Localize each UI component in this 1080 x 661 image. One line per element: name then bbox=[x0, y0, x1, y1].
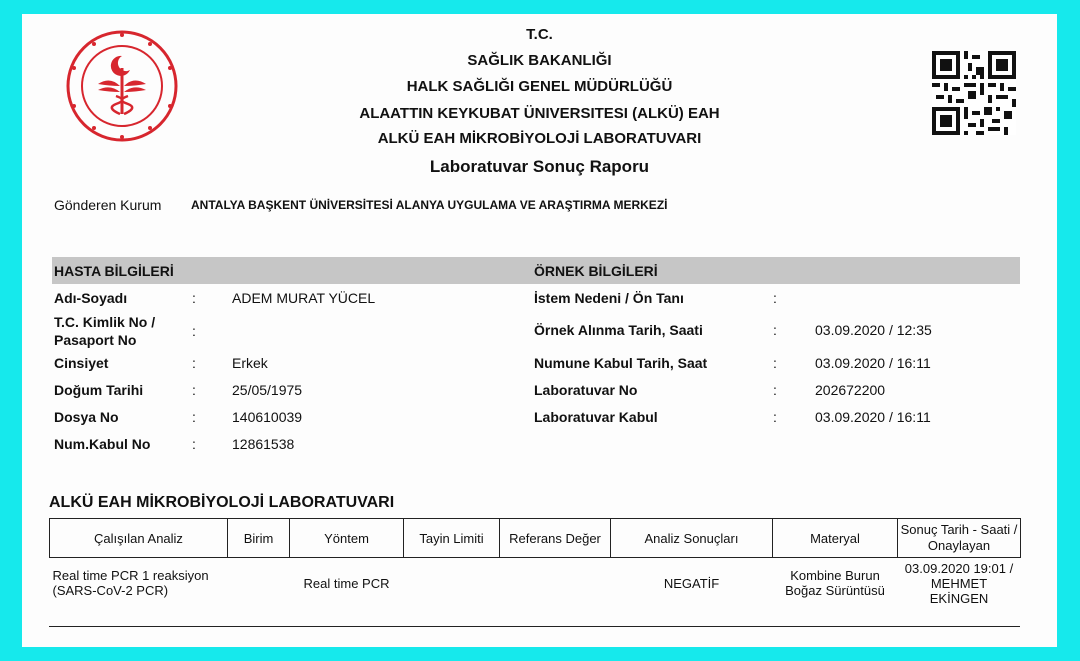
patient-file-label: Dosya No bbox=[54, 409, 119, 425]
patient-name-label: Adı-Soyadı bbox=[54, 290, 128, 306]
approver-line2: EKİNGEN bbox=[929, 590, 989, 606]
column-header: Tayin Limiti bbox=[404, 519, 500, 558]
column-header: Referans Değer bbox=[500, 519, 611, 558]
sample-labaccept-label: Laboratuvar Kabul bbox=[534, 409, 658, 425]
report-document bbox=[22, 14, 1057, 647]
unit-cell bbox=[228, 558, 290, 609]
lab-section-title: ALKÜ EAH MİKROBİYOLOJİ LABORATUVARI bbox=[49, 494, 395, 511]
header-line-lab: ALKÜ EAH MİKROBİYOLOJİ LABORATUVARI bbox=[377, 130, 702, 147]
sample-section-title: ÖRNEK BİLGİLERİ bbox=[534, 263, 658, 279]
colon: : bbox=[192, 355, 196, 371]
colon: : bbox=[773, 290, 777, 306]
sample-received-value: 03.09.2020 / 16:11 bbox=[815, 355, 931, 371]
colon: : bbox=[192, 382, 196, 398]
reference-cell bbox=[500, 558, 611, 609]
material-line1: Kombine Burun bbox=[790, 568, 880, 583]
method-cell: Real time PCR bbox=[303, 575, 390, 591]
sample-received-label: Numune Kabul Tarih, Saat bbox=[534, 355, 708, 371]
patient-birth-value: 25/05/1975 bbox=[232, 382, 303, 398]
header-line-ministry: SAĞLIK BAKANLIĞI bbox=[467, 52, 612, 69]
patient-gender-value: Erkek bbox=[232, 355, 268, 371]
sender-value: ANTALYA BAŞKENT ÜNİVERSİTESİ ALANYA UYGULAMA VE ARAŞTIRMA MERKEZİ bbox=[191, 198, 668, 212]
patient-id-label-line2: Pasaport No bbox=[54, 332, 137, 348]
header-line-directorate: HALK SAĞLIĞI GENEL MÜDÜRLÜĞÜ bbox=[406, 78, 673, 95]
material-cell bbox=[773, 558, 898, 609]
column-header: Birim bbox=[228, 519, 290, 558]
header-line-hospital: ALAATTIN KEYKUBAT ÜNIVERSITESI (ALKÜ) EAH bbox=[359, 105, 720, 122]
approver-line1: MEHMET bbox=[930, 575, 988, 591]
results-table bbox=[49, 518, 1021, 608]
patient-name-value: ADEM MURAT YÜCEL bbox=[232, 290, 376, 306]
column-header: Analiz Sonuçları bbox=[611, 519, 773, 558]
analysis-line1: Real time PCR 1 reaksiyon bbox=[52, 568, 209, 583]
sample-labaccept-value: 03.09.2020 / 16:11 bbox=[815, 409, 931, 425]
colon: : bbox=[192, 323, 196, 339]
patient-birth-label: Doğum Tarihi bbox=[54, 382, 144, 398]
limit-cell bbox=[404, 558, 500, 609]
colon: : bbox=[192, 290, 196, 306]
sample-taken-label: Örnek Alınma Tarih, Saati bbox=[534, 322, 703, 338]
colon: : bbox=[773, 355, 777, 371]
patient-gender-label: Cinsiyet bbox=[54, 355, 109, 371]
patient-accept-value: 12861538 bbox=[232, 436, 295, 452]
column-header: Çalışılan Analiz bbox=[50, 519, 228, 558]
sender-label: Gönderen Kurum bbox=[54, 197, 162, 213]
analysis-cell bbox=[50, 558, 228, 609]
qr-code-icon bbox=[932, 50, 1016, 136]
colon: : bbox=[773, 409, 777, 425]
table-header-row bbox=[50, 519, 1021, 558]
colon: : bbox=[773, 322, 777, 338]
sample-reason-label: İstem Nedeni / Ön Tanı bbox=[534, 290, 684, 306]
patient-file-value: 140610039 bbox=[232, 409, 303, 425]
table-bottom-rule bbox=[49, 626, 1020, 627]
patient-section-title: HASTA BİLGİLERİ bbox=[54, 263, 174, 279]
report-title: Laboratuvar Sonuç Raporu bbox=[429, 157, 650, 176]
header-line-tc: T.C. bbox=[526, 26, 553, 43]
patient-id-label-line1: T.C. Kimlik No / bbox=[54, 314, 156, 330]
material-line2: Boğaz Sürüntüsü bbox=[785, 583, 885, 598]
table-row bbox=[50, 558, 1021, 609]
sample-labno-label: Laboratuvar No bbox=[534, 382, 638, 398]
sample-labno-value: 202672200 bbox=[815, 382, 886, 398]
analysis-line2: (SARS-CoV-2 PCR) bbox=[52, 583, 169, 598]
patient-accept-label: Num.Kabul No bbox=[54, 436, 151, 452]
result-date-cell bbox=[898, 558, 1021, 609]
colon: : bbox=[192, 409, 196, 425]
sample-taken-value: 03.09.2020 / 12:35 bbox=[815, 322, 932, 338]
result-cell: NEGATİF bbox=[663, 575, 720, 591]
column-header: Sonuç Tarih - Saati / Onaylayan bbox=[898, 519, 1021, 558]
colon: : bbox=[192, 436, 196, 452]
result-date: 03.09.2020 19:01 / bbox=[904, 560, 1014, 576]
column-header: Yöntem bbox=[290, 519, 404, 558]
colon: : bbox=[773, 382, 777, 398]
column-header: Materyal bbox=[773, 519, 898, 558]
